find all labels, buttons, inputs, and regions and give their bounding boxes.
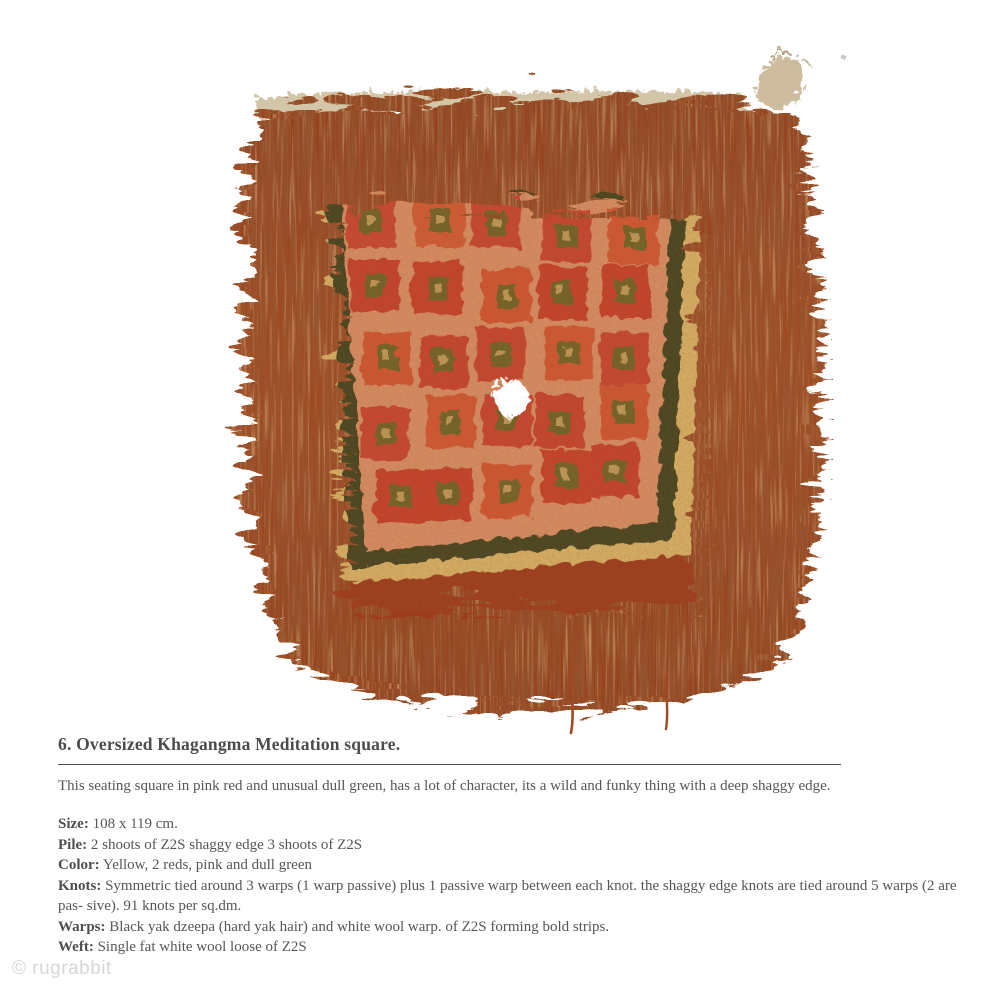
stray-speck [840, 54, 846, 59]
rug-photo-svg [196, 44, 848, 744]
detail-weft: Weft: Single fat white wool loose of Z2S [58, 939, 307, 955]
listing-details [58, 814, 968, 958]
detail-knots: Knots: Symmetric tied around 3 warps (1 warp passive) plus 1 passive warp between each knot. the shaggy edge knots are tied around 5 warps (2 are pas- sive). 91 knots per sq.dm. [58, 877, 957, 914]
listing-title: 6. Oversized Khagangma Meditation square. [58, 734, 401, 754]
detail-warps: Warps: Black yak dzeepa (hard yak hair) and white wool warp. of Z2S forming bold strips. [58, 918, 610, 935]
listing-caption [58, 734, 968, 958]
detail-pile: Pile: 2 shoots of Z2S shaggy edge 3 shoots of Z2S [58, 836, 363, 853]
rug-center-panel [300, 140, 710, 632]
title-divider [58, 764, 841, 765]
detail-size: Size: 108 x 119 cm. [58, 816, 178, 832]
listing-description: This seating square in pink red and unusual dull green, has a lot of character, its a wild and funky thing with a deep shaggy edge. [58, 778, 831, 794]
rugrabbit-watermark: © rugrabbit [12, 958, 112, 979]
detail-color: Color: Yellow, 2 reds, pink and dull green [58, 857, 313, 873]
rug-photo[interactable] [196, 44, 848, 744]
rug-hole [490, 373, 522, 413]
rug-corner-tuft [753, 48, 806, 106]
